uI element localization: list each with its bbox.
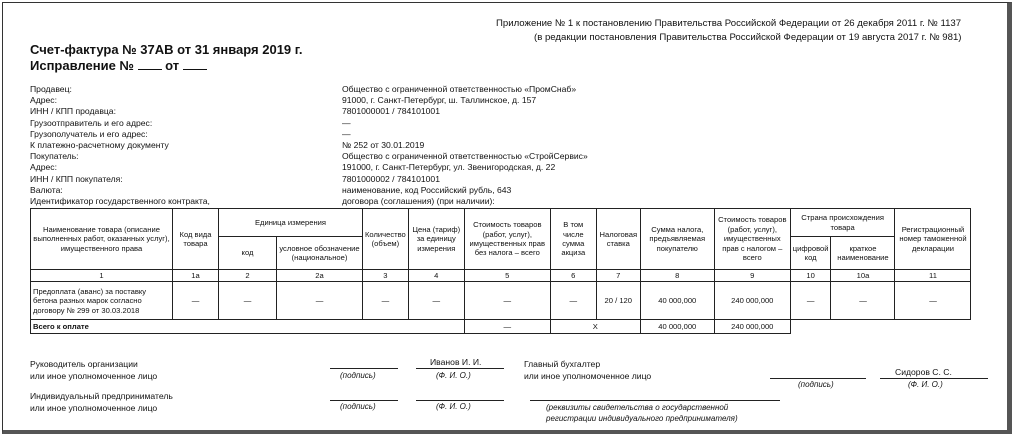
head-signature-block <box>30 358 157 382</box>
row-cost-with-tax: 240 000,000 <box>714 282 790 320</box>
header-unit: Единица измерения <box>219 209 363 237</box>
row-cost-no-tax: — <box>464 282 550 320</box>
entrepreneur-registration-caption <box>546 402 738 424</box>
seller-label: Продавец: <box>30 84 72 94</box>
row-price: — <box>408 282 464 320</box>
entrepreneur-sign-caption: (подпись) <box>340 402 376 411</box>
header-cost-no-tax: Стоимость товаров (работ, услуг), имущественных прав без налога – всего <box>464 209 550 270</box>
total-tax-sum: 40 000,000 <box>640 320 714 334</box>
column-number: 11 <box>895 270 971 282</box>
entrepreneur-fio-caption: (Ф. И. О.) <box>436 402 471 411</box>
correction-label: Исправление № <box>30 58 134 73</box>
buyer-address-value: 191000, г. Санкт-Петербург, ул. Звенигородская, д. 22 <box>342 162 556 173</box>
head-title-line1: Руководитель организации <box>30 359 138 369</box>
row-rate: 20 / 120 <box>596 282 640 320</box>
header-customs: Регистрационный номер таможенной декларации <box>895 209 971 270</box>
appendix-line-2: (в редакции постановления Правительства Российской Федерации от 19 августа 2017 г. № 981) <box>534 32 962 43</box>
buyer-value: Общество с ограниченной ответственностью «СтройСервис» <box>342 151 588 162</box>
accountant-title-line2: или иное уполномоченное лицо <box>524 371 652 381</box>
appendix-line-1: Приложение № 1 к постановлению Правительства Российской Федерации от 26 декабря 2011 г. № 1137 <box>496 18 962 29</box>
buyer-address-label: Адрес: <box>30 162 57 173</box>
header-name: Наименование товара (описание выполненных работ, оказанных услуг), имущественного права <box>31 209 173 270</box>
row-name: Предоплата (аванс) за поставку бетона разных марок согласно договору № 299 от 30.03.2018 <box>31 282 173 320</box>
seller-inn-label: ИНН / КПП продавца: <box>30 106 116 117</box>
header-unit-code: код <box>219 237 277 270</box>
column-number: 9 <box>714 270 790 282</box>
currency-value: наименование, код Российский рубль, 643 <box>342 184 512 195</box>
column-number: 1а <box>173 270 219 282</box>
total-cost-with-tax: 240 000,000 <box>714 320 790 334</box>
head-name: Иванов И. И. <box>430 357 482 367</box>
header-excise: В том числе сумма акциза <box>550 209 596 270</box>
contract-id-label: Идентификатор государственного контракта, <box>30 196 210 207</box>
column-number: 2 <box>219 270 277 282</box>
buyer-inn-value: 7801000002 / 784101001 <box>342 173 440 184</box>
header-origin: Страна происхождения товара <box>790 209 895 237</box>
details-labels <box>30 84 210 207</box>
header-price: Цена (тариф) за единицу измерения <box>408 209 464 270</box>
contract-id-value: договора (соглашения) (при наличии): <box>342 196 495 207</box>
entrepreneur-title-line2: или иное уполномоченное лицо <box>30 403 158 413</box>
correction-title <box>30 58 207 73</box>
seller-address-label: Адрес: <box>30 95 57 106</box>
accountant-fio-caption: (Ф. И. О.) <box>908 380 943 389</box>
payment-doc-value: № 252 от 30.01.2019 <box>342 140 425 151</box>
header-origin-name: краткое наименование <box>831 237 895 270</box>
header-tax-sum: Сумма налога, предъявляемая покупателю <box>640 209 714 270</box>
head-fio-caption: (Ф. И. О.) <box>436 371 471 380</box>
seller-address-value: 91000, г. Санкт-Петербург, ш. Таллинское, д. 157 <box>342 95 537 106</box>
row-customs: — <box>895 282 971 320</box>
registration-caption-line1: (реквизиты свидетельства о государственной <box>546 403 729 412</box>
row-unit-code: — <box>219 282 277 320</box>
accountant-signature-block <box>524 358 651 382</box>
column-number: 3 <box>363 270 409 282</box>
consignee-value: — <box>342 128 351 139</box>
entrepreneur-title-line1: Индивидуальный предприниматель <box>30 391 173 401</box>
registration-caption-line2: регистрации индивидуального предпринимателя) <box>546 414 738 423</box>
column-number: 10а <box>831 270 895 282</box>
header-kind-code: Код вида товара <box>173 209 219 270</box>
buyer-inn-label: ИНН / КПП покупателя: <box>30 173 123 184</box>
shipper-label: Грузоотправитель и его адрес: <box>30 117 153 128</box>
column-number: 10 <box>790 270 831 282</box>
total-label: Всего к оплате <box>31 320 465 334</box>
total-row <box>31 320 971 334</box>
header-unit-name: условное обозначение (национальное) <box>277 237 363 270</box>
head-title-line2: или иное уполномоченное лицо <box>30 371 158 381</box>
header-qty: Количество (объем) <box>363 209 409 270</box>
shipper-value: — <box>342 117 351 128</box>
invoice-title: Счет-фактура № 37АВ от 31 января 2019 г. <box>30 42 303 57</box>
column-number: 4 <box>408 270 464 282</box>
currency-label: Валюта: <box>30 184 63 195</box>
accountant-sign-caption: (подпись) <box>798 380 834 389</box>
header-cost-with-tax: Стоимость товаров (работ, услуг), имущественных прав с налогом – всего <box>714 209 790 270</box>
buyer-label: Покупатель: <box>30 151 79 162</box>
header-rate: Налоговая ставка <box>596 209 640 270</box>
column-number: 1 <box>31 270 173 282</box>
table-row <box>31 282 971 320</box>
accountant-title-line1: Главный бухгалтер <box>524 359 601 369</box>
payment-doc-label: К платежно-расчетному документу <box>30 140 169 151</box>
column-number: 6 <box>550 270 596 282</box>
seller-inn-value: 7801000001 / 784101001 <box>342 106 440 117</box>
column-number: 8 <box>640 270 714 282</box>
row-tax-sum: 40 000,000 <box>640 282 714 320</box>
row-kind-code: — <box>173 282 219 320</box>
column-number: 2а <box>277 270 363 282</box>
total-cost-no-tax: — <box>464 320 550 334</box>
row-excise: — <box>550 282 596 320</box>
accountant-name: Сидоров С. С. <box>895 367 952 377</box>
details-values <box>342 84 588 207</box>
invoice-table <box>30 208 971 334</box>
column-number: 5 <box>464 270 550 282</box>
row-unit-name: — <box>277 282 363 320</box>
header-origin-code: цифровой код <box>790 237 831 270</box>
seller-value: Общество с ограниченной ответственностью «ПромСнаб» <box>342 84 577 94</box>
entrepreneur-signature-block <box>30 390 173 414</box>
consignee-label: Грузополучатель и его адрес: <box>30 128 148 139</box>
row-origin-name: — <box>831 282 895 320</box>
row-qty: — <box>363 282 409 320</box>
head-sign-caption: (подпись) <box>340 371 376 380</box>
total-excise: X <box>550 320 640 334</box>
column-number: 7 <box>596 270 640 282</box>
correction-date-label: от <box>165 58 180 73</box>
row-origin-code: — <box>790 282 831 320</box>
